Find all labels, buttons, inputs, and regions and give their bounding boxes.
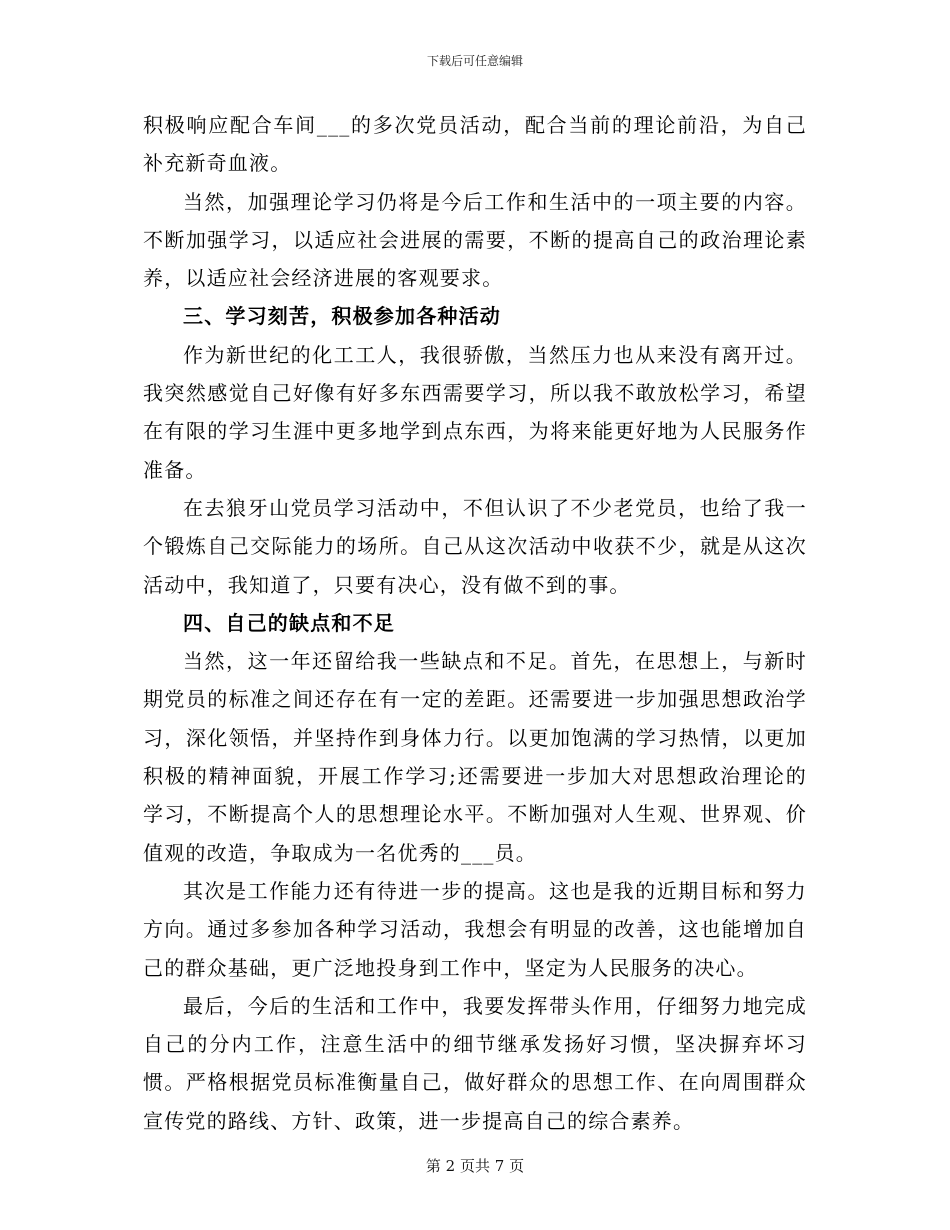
section-heading-3: 三、学习刻苦，积极参加各种活动: [183, 304, 501, 329]
paragraph-5: 当然，这一年还留给我一些缺点和不足。首先，在思想上，与新时期党员的标准之间还存在有一定的差距。还需要进一步加强思想政治学习，深化领悟，并坚持作到身体力行。以更加饱满的学习热情，以更加积极的精神面貌，开展工作学习;还需要进一步加大对思想政治理论的学习，不断提高个人的思想理论水平。不断加强对人生观、世界观、价值观的改造，争取成为一名优秀的___员。: [143, 649, 807, 865]
paragraph-1: 积极响应配合车间___的多次党员活动，配合当前的理论前沿，为自己补充新奇血液。: [143, 113, 807, 176]
section-heading-4: 四、自己的缺点和不足: [183, 610, 395, 635]
page-header: 下载后可任意编辑: [426, 54, 523, 68]
paragraph-6: 其次是工作能力还有待进一步的提高。这也是我的近期目标和努力方向。通过多参加各种学习活动，我想会有明显的改善，这也能增加自己的群众基础，更广泛地投身到工作中，坚定为人民服务的决心。: [143, 878, 807, 980]
paragraph-3: 作为新世纪的化工工人，我很骄傲，当然压力也从来没有离开过。我突然感觉自己好像有好多东西需要学习，所以我不敢放松学习，希望在有限的学习生涯中更多地学到点东西，为将来能更好地为人民服务作准备。: [143, 342, 807, 482]
page-footer: 第 2 页共 7 页: [425, 1157, 525, 1175]
document-body: [143, 106, 807, 1140]
paragraph-2: 当然，加强理论学习仍将是今后工作和生活中的一项主要的内容。不断加强学习，以适应社会进展的需要，不断的提高自己的政治理论素养，以适应社会经济进展的客观要求。: [143, 189, 807, 291]
paragraph-7: 最后，今后的生活和工作中，我要发挥带头作用，仔细努力地完成自己的分内工作，注意生活中的细节继承发扬好习惯，坚决摒弃坏习惯。严格根据党员标准衡量自己，做好群众的思想工作、在向周围群众宣传党的路线、方针、政策，进一步提高自己的综合素养。: [143, 993, 807, 1133]
paragraph-4: 在去狼牙山党员学习活动中，不但认识了不少老党员，也给了我一个锻炼自己交际能力的场所。自己从这次活动中收获不少，就是从这次活动中，我知道了，只要有决心，没有做不到的事。: [143, 495, 807, 597]
